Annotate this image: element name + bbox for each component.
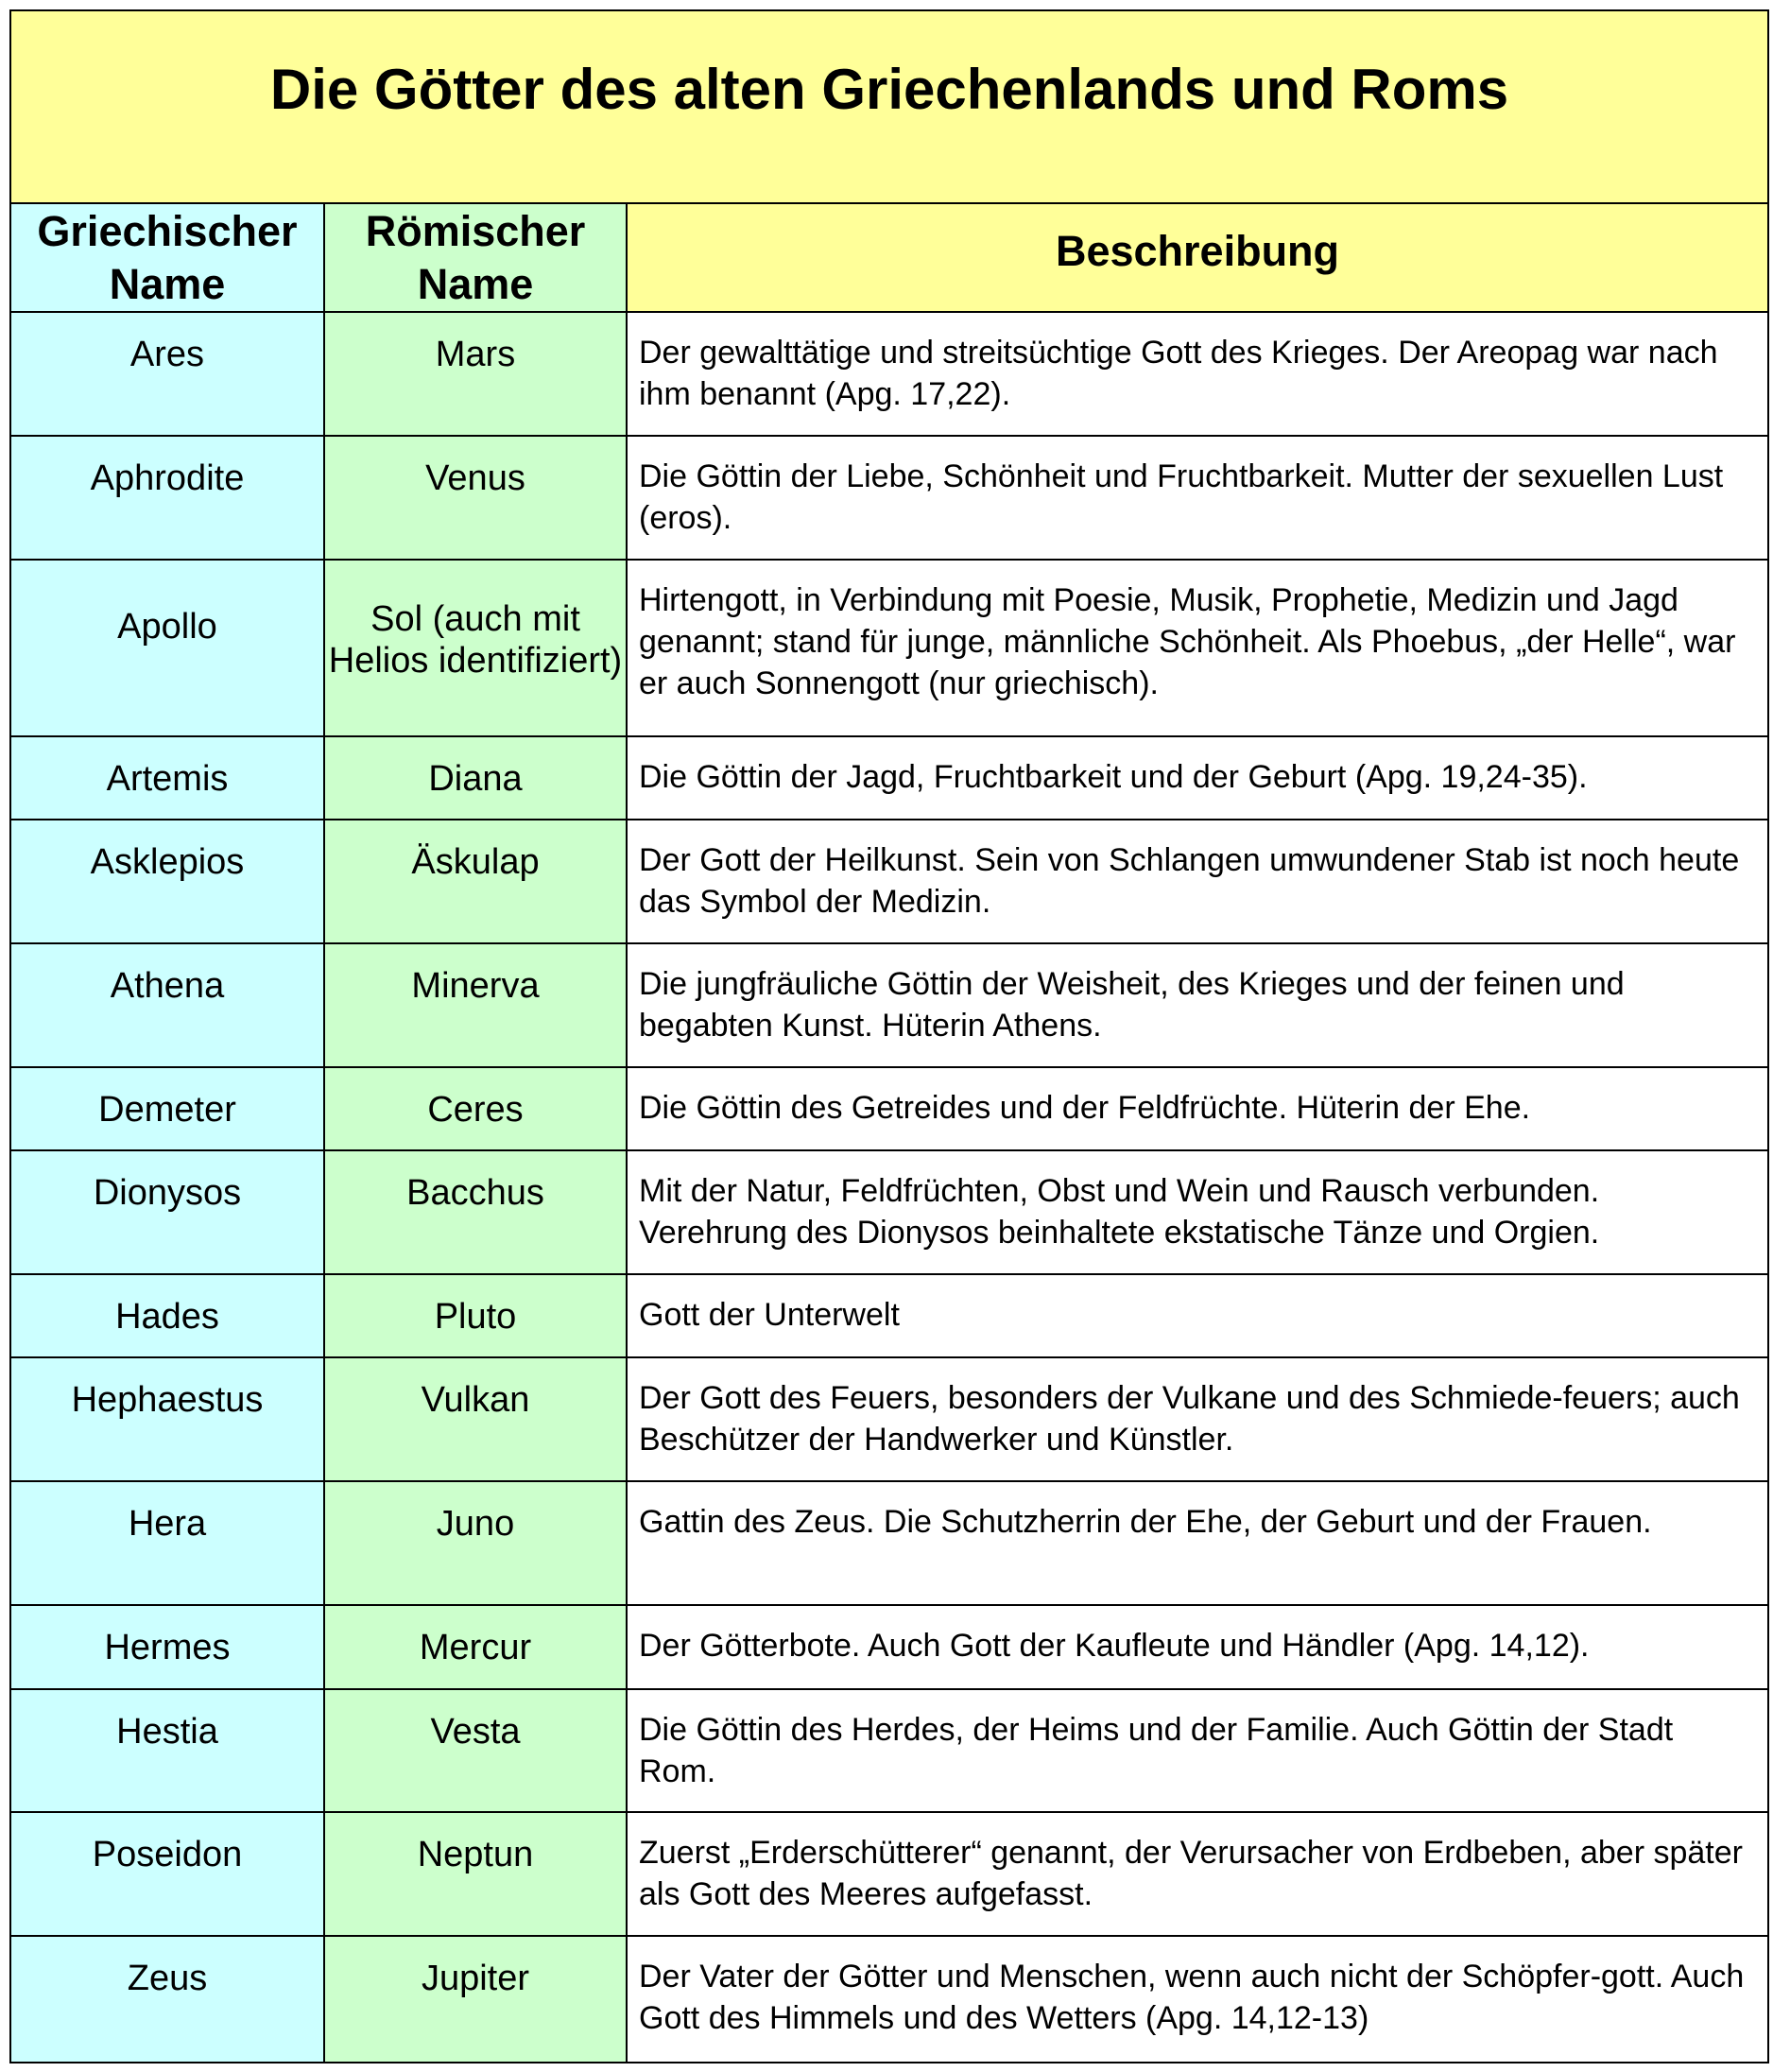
greek-name-cell — [10, 312, 324, 436]
greek-name-cell — [10, 1689, 324, 1813]
description-cell: Hirtengott, in Verbindung mit Poesie, Musik, Prophetie, Medizin und Jagd genannt; stand für junge, männliche Schönheit. Als Phoebus, „der Helle“, war er auch Sonnengott (nur griechisch). — [627, 560, 1768, 736]
table-row — [10, 1067, 1768, 1151]
table-row — [10, 1357, 1768, 1481]
header-greek-name: Griechischer Name — [10, 203, 324, 312]
greek-name: Demeter — [98, 1089, 236, 1130]
roman-name-cell — [324, 1481, 627, 1605]
greek-name: Hermes — [104, 1628, 231, 1668]
greek-name-cell — [10, 1481, 324, 1605]
table-row — [10, 1605, 1768, 1689]
roman-name-cell — [324, 1936, 627, 2063]
table-row — [10, 1150, 1768, 1274]
table-row — [10, 1812, 1768, 1936]
roman-name: Juno — [436, 1504, 515, 1545]
roman-name-cell — [324, 820, 627, 943]
greek-name-cell — [10, 820, 324, 943]
greek-name: Asklepios — [90, 842, 245, 883]
greek-name-cell — [10, 1357, 324, 1481]
roman-name: Venus — [425, 458, 525, 498]
greek-name: Apollo — [117, 606, 217, 647]
table-row — [10, 1481, 1768, 1605]
table-row — [10, 436, 1768, 560]
description-cell: Gattin des Zeus. Die Schutzherrin der Ehe, der Geburt und der Frauen. — [627, 1481, 1768, 1605]
roman-name-cell — [324, 1274, 627, 1358]
table-row — [10, 820, 1768, 943]
description-cell: Gott der Unterwelt — [627, 1274, 1768, 1358]
roman-name-cell — [324, 943, 627, 1067]
description-cell: Der Vater der Götter und Menschen, wenn auch nicht der Schöpfer-gott. Auch Gott des Himmels und des Wetters (Apg. 14,12-13) — [627, 1936, 1768, 2063]
roman-name-cell — [324, 1150, 627, 1274]
greek-name: Poseidon — [92, 1835, 243, 1875]
greek-name-cell — [10, 1936, 324, 2063]
roman-name: Vesta — [430, 1711, 521, 1752]
description-cell: Die Göttin der Liebe, Schönheit und Fruchtbarkeit. Mutter der sexuellen Lust (eros). — [627, 436, 1768, 560]
roman-name: Ceres — [427, 1089, 524, 1130]
header-row — [10, 203, 1768, 312]
roman-name-cell — [324, 560, 627, 736]
greek-name: Hera — [128, 1504, 207, 1545]
greek-name-cell — [10, 436, 324, 560]
greek-name: Athena — [110, 965, 225, 1006]
table-row — [10, 560, 1768, 736]
roman-name: Vulkan — [421, 1380, 530, 1421]
roman-name: Äskulap — [411, 842, 540, 883]
greek-name-cell — [10, 943, 324, 1067]
table-title: Die Götter des alten Griechenlands und Roms — [10, 10, 1768, 203]
roman-name: Bacchus — [406, 1173, 544, 1214]
greek-name-cell — [10, 1274, 324, 1358]
description-cell: Die jungfräuliche Göttin der Weisheit, des Krieges und der feinen und begabten Kunst. Hüterin Athens. — [627, 943, 1768, 1067]
header-description: Beschreibung — [627, 203, 1768, 312]
description-cell: Die Göttin des Getreides und der Feldfrüchte. Hüterin der Ehe. — [627, 1067, 1768, 1151]
greek-name-cell — [10, 736, 324, 820]
roman-name-cell — [324, 1067, 627, 1151]
roman-name-cell — [324, 1689, 627, 1813]
description-cell: Zuerst „Erderschütterer“ genannt, der Verursacher von Erdbeben, aber später als Gott des Meeres aufgefasst. — [627, 1812, 1768, 1936]
roman-name-cell — [324, 1605, 627, 1689]
description-cell: Die Göttin des Herdes, der Heims und der Familie. Auch Göttin der Stadt Rom. — [627, 1689, 1768, 1813]
table-row — [10, 736, 1768, 820]
greek-name-cell — [10, 1605, 324, 1689]
greek-name: Hades — [115, 1296, 219, 1337]
roman-name-cell — [324, 1812, 627, 1936]
greek-name-cell — [10, 1150, 324, 1274]
description-cell: Der gewalttätige und streitsüchtige Gott des Krieges. Der Areopag war nach ihm benannt (Apg. 17,22). — [627, 312, 1768, 436]
greek-name: Ares — [129, 335, 205, 374]
roman-name: Diana — [428, 758, 523, 799]
table-row — [10, 312, 1768, 436]
roman-name-cell — [324, 312, 627, 436]
greek-name: Artemis — [106, 758, 229, 799]
greek-name: Hestia — [116, 1711, 218, 1752]
roman-name: Sol (auch mit Helios identifiziert) — [328, 598, 623, 681]
description-cell: Mit der Natur, Feldfrüchten, Obst und Wein und Rausch verbunden. Verehrung des Dionysos beinhaltete ekstatische Tänze und Orgien. — [627, 1150, 1768, 1274]
roman-name: Mercur — [419, 1628, 532, 1668]
roman-name: Neptun — [417, 1835, 534, 1875]
header-roman-name: Römischer Name — [324, 203, 627, 312]
roman-name: Jupiter — [421, 1959, 530, 1999]
greek-name-cell — [10, 1067, 324, 1151]
greek-name-cell — [10, 1812, 324, 1936]
roman-name: Pluto — [434, 1296, 517, 1337]
roman-name-cell — [324, 436, 627, 560]
gods-table — [9, 9, 1769, 2063]
greek-name: Dionysos — [93, 1173, 242, 1214]
greek-name: Zeus — [127, 1959, 208, 1999]
table-row — [10, 1274, 1768, 1358]
description-cell: Der Götterbote. Auch Gott der Kaufleute und Händler (Apg. 14,12). — [627, 1605, 1768, 1689]
description-cell: Die Göttin der Jagd, Fruchtbarkeit und der Geburt (Apg. 19,24-35). — [627, 736, 1768, 820]
greek-name-cell — [10, 560, 324, 736]
greek-name: Aphrodite — [90, 458, 245, 498]
roman-name: Minerva — [411, 965, 540, 1006]
table-row — [10, 1936, 1768, 2063]
table-row — [10, 943, 1768, 1067]
roman-name: Mars — [435, 335, 516, 374]
description-cell: Der Gott des Feuers, besonders der Vulkane und des Schmiede-feuers; auch Beschützer der Handwerker und Künstler. — [627, 1357, 1768, 1481]
greek-name: Hephaestus — [71, 1380, 264, 1421]
table-row — [10, 1689, 1768, 1813]
description-cell: Der Gott der Heilkunst. Sein von Schlangen umwundener Stab ist noch heute das Symbol der Medizin. — [627, 820, 1768, 943]
roman-name-cell — [324, 1357, 627, 1481]
roman-name-cell — [324, 736, 627, 820]
